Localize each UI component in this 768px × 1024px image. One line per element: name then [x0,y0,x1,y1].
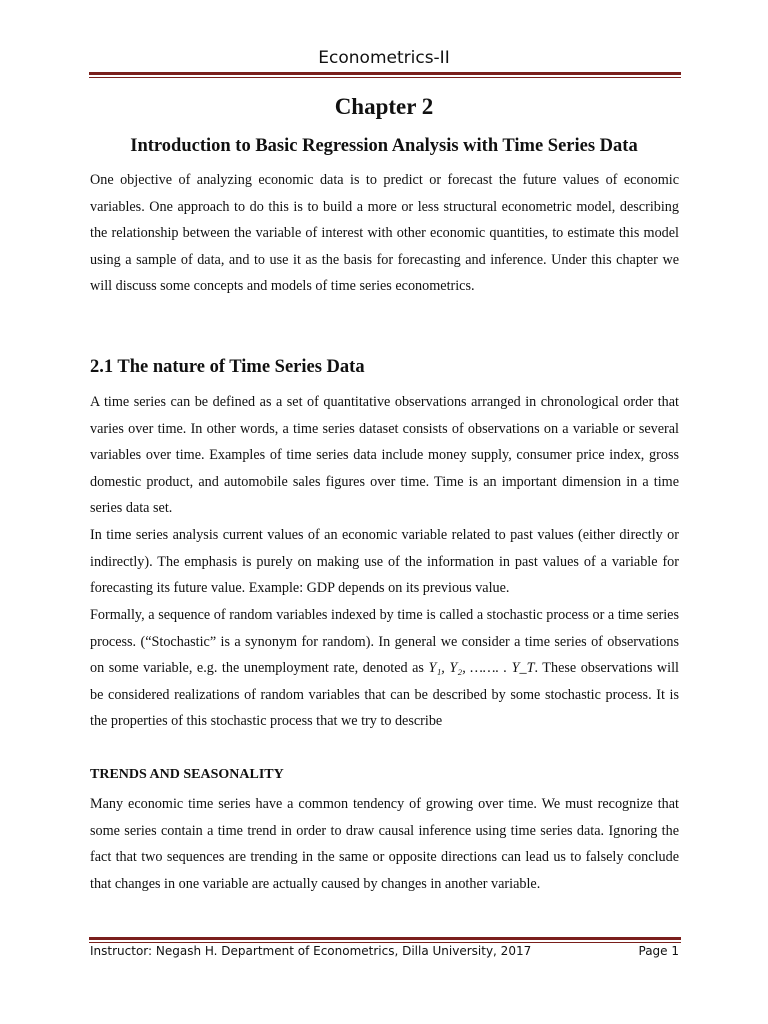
section-heading: 2.1 The nature of Time Series Data [90,357,365,377]
paragraph-3-text-after: . These observations will be considered realizations of random variables that can be described by some stochastic process. It is the properties of this stochastic process that we try to describe [90,660,679,730]
running-footer [90,944,679,958]
section-paragraph-1: A time series can be defined as a set of quantitative observations arranged in chronological order that varies over time. In other words, a time series dataset consists of observations on a variable or several variables over time. Examples of time series data include money supply, consumer price index, gross domestic product, and automobile sales figures over time. Time is an important dimension in a time series data set. [90,394,679,517]
header-rule-thick [89,72,681,75]
footer-instructor: Instructor: Negash H. Department of Econometrics, Dilla University, 2017 [90,944,532,958]
chapter-label: Chapter 2 [334,94,434,119]
header-rule-thin [89,77,681,78]
running-header-title: Econometrics-II [318,48,450,68]
page-number: Page 1 [638,944,679,958]
section-paragraph-2: In time series analysis current values of an economic variable related to past values (either directly or indirectly). The emphasis is purely on making use of the information in past values of a variable for forecasting its future value. Example: GDP depends on its previous value. [90,527,679,597]
section-paragraph-3 [90,602,679,735]
paragraph-3-text-before: Formally, a sequence of random variables indexed by time is called a stochastic process or a time series process. (“Stochastic” is a synonym for random). In general we consider a time series of observations on some variable, e.g. the unemployment rate, denoted as [90,607,679,677]
series-notation: Y₁, Y₂, ……. . Y_T [428,660,535,677]
chapter-title: Introduction to Basic Regression Analysis with Time Series Data [130,136,638,156]
intro-paragraph: One objective of analyzing economic data is to predict or forecast the future values of economic variables. One approach to do this is to build a more or less structural econometric model, describing the relationship between the variable of interest with other economic quantities, to estimate this model using a sample of data, and to use it as the basis for forecasting and inference. Under this chapter we will discuss some concepts and models of time series econometrics. [90,172,679,295]
footer-rule-thick [89,937,681,940]
subsection-heading: TRENDS AND SEASONALITY [90,767,284,782]
subsection-paragraph-1: Many economic time series have a common tendency of growing over time. We must recognize that some series contain a time trend in order to draw causal inference using time series data. Ignoring the fact that two sequences are trending in the same or opposite directions can lead us to falsely conclude that changes in one variable are actually caused by changes in another variable. [90,796,679,892]
footer-rule-thin [89,942,681,943]
